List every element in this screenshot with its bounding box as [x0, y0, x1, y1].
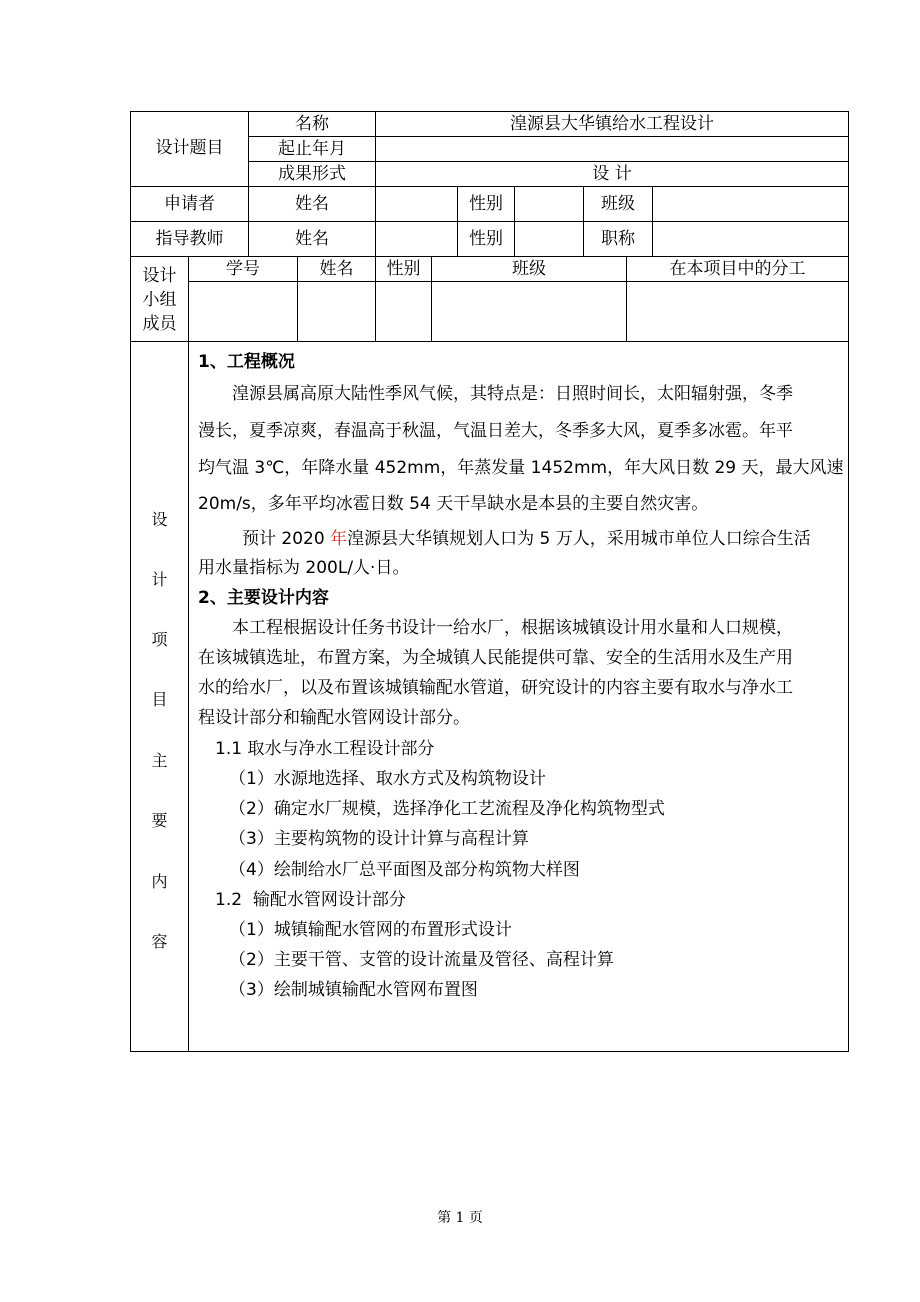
- para-3-line: 本工程根据设计任务书设计一给水厂，根据该城镇设计用水量和人口规模，: [232, 618, 793, 638]
- group-header-role: 在本项目中的分工: [669, 259, 806, 279]
- subsection-1-item: （3）主要构筑物的设计计算与高程计算: [229, 829, 529, 849]
- advisor-label: 指导教师: [155, 229, 224, 249]
- rule: [130, 221, 849, 222]
- subsection-2-item: （3）绘制城镇输配水管网布置图: [229, 980, 478, 1000]
- rule: [652, 186, 653, 256]
- para-1-line: 漫长，夏季凉爽，春温高于秋温，气温日差大，冬季多大风，夏季多冰雹。年平: [198, 421, 793, 441]
- para-1-line: 20m/s，多年平均冰雹日数 54 天干旱缺水是本县的主要自然灾害。: [198, 494, 709, 514]
- group-label-3: 成员: [142, 314, 177, 334]
- applicant-class-label: 班级: [601, 194, 635, 214]
- para-2-line: [242, 524, 884, 549]
- main-label-char: 目: [151, 690, 168, 709]
- group-label-2: 小组: [142, 290, 177, 310]
- period-label: 起止年月: [278, 139, 346, 159]
- rule: [130, 341, 849, 342]
- rule: [248, 161, 849, 162]
- para-2-post: 湟源县大华镇规划人口为 5 万人，采用城市单位人口综合生活: [347, 529, 811, 549]
- subsection-2-item: （1）城镇输配水管网的布置形式设计: [229, 920, 512, 940]
- para-1-line: 均气温 3℃，年降水量 452mm，年蒸发量 1452mm，年大风日数 29 天，最大风速: [198, 458, 844, 478]
- rule: [248, 136, 849, 137]
- subsection-2-title: 1.2 输配水管网设计部分: [215, 890, 406, 910]
- applicant-label: 申请者: [164, 194, 215, 214]
- subsection-1-item: （4）绘制给水厂总平面图及部分构筑物大样图: [229, 860, 580, 880]
- group-header-id: 学号: [226, 259, 260, 279]
- para-2-red: 年: [330, 529, 348, 549]
- main-label-char: 主: [151, 751, 168, 770]
- rule: [130, 111, 849, 112]
- applicant-name-label: 姓名: [295, 194, 329, 214]
- group-header-class: 班级: [512, 259, 546, 279]
- para-3-line: 水的给水厂，以及布置该城镇输配水管道，研究设计的内容主要有取水与净水工: [198, 678, 793, 698]
- group-label-1: 设计: [142, 266, 177, 286]
- subsection-1-item: （1）水源地选择、取水方式及构筑物设计: [229, 769, 546, 789]
- advisor-name-label: 姓名: [295, 229, 329, 249]
- para-3-line: 程设计部分和输配水管网设计部分。: [198, 708, 470, 728]
- section-2-title: 2、主要设计内容: [198, 588, 329, 608]
- subsection-1-title: 1.1 取水与净水工程设计部分: [215, 739, 435, 759]
- section-1-title: 1、工程概况: [198, 352, 295, 372]
- main-label-char: 要: [151, 811, 168, 830]
- group-header-gender: 性别: [386, 259, 421, 279]
- main-label-char: 容: [151, 932, 168, 951]
- main-label-char: 设: [151, 510, 168, 529]
- name-value: 湟源县大华镇给水工程设计: [510, 114, 714, 134]
- rule: [130, 256, 849, 257]
- applicant-gender-label: 性别: [469, 194, 503, 214]
- rule: [130, 186, 849, 187]
- rule: [188, 281, 849, 282]
- subsection-2-item: （2）主要干管、支管的设计流量及管径、高程计算: [229, 950, 614, 970]
- main-label-char: 计: [151, 570, 168, 589]
- advisor-gender-label: 性别: [469, 229, 503, 249]
- main-label-char: 内: [151, 872, 168, 891]
- page-number: 第 1 页: [437, 1210, 483, 1226]
- rule: [130, 1051, 849, 1052]
- para-2-line: 用水量指标为 200L/人·日。: [198, 558, 410, 578]
- subsection-1-item: （2）确定水厂规模，选择净化工艺流程及净化构筑物型式: [229, 799, 665, 819]
- group-header-name: 姓名: [319, 259, 354, 279]
- result-value: 设 计: [592, 164, 632, 184]
- rule: [514, 186, 515, 256]
- name-label: 名称: [295, 114, 329, 134]
- para-3-line: 在该城镇选址，布置方案，为全城镇人民能提供可靠、安全的生活用水及生产用: [198, 648, 793, 668]
- topic-label: 设计题目: [155, 138, 224, 158]
- main-label-char: 项: [151, 630, 168, 649]
- result-label: 成果形式: [278, 164, 346, 184]
- rule: [188, 256, 189, 1052]
- advisor-title-label: 职称: [601, 229, 635, 249]
- para-2-pre: 预计 2020: [242, 529, 331, 549]
- rule: [848, 111, 849, 1052]
- para-1-line: 湟源县属高原大陆性季风气候，其特点是：日照时间长，太阳辐射强，冬季: [232, 384, 793, 404]
